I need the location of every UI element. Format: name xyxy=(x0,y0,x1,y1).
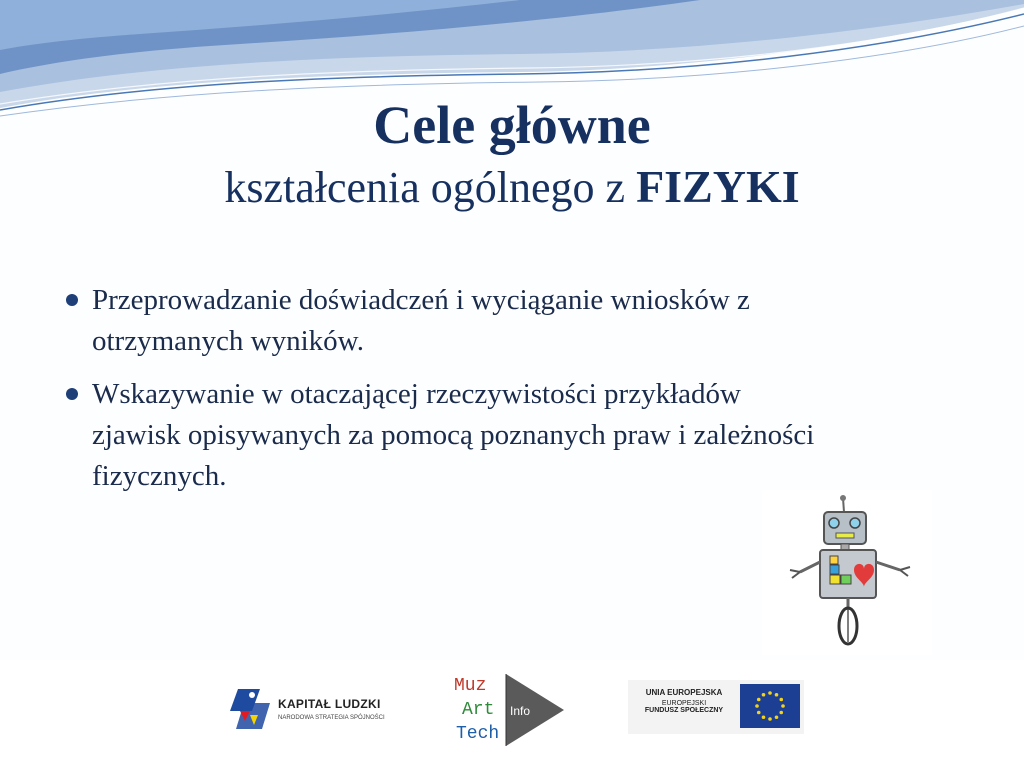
bullet-dot-icon xyxy=(66,388,78,400)
eu-line2: EUROPEJSKI xyxy=(661,700,707,707)
eu-flag-icon xyxy=(740,684,800,728)
eu-star-icon xyxy=(779,698,783,702)
logo-art: Art xyxy=(462,700,495,720)
eu-star-icon xyxy=(775,693,779,697)
subtitle-emphasis: FIZYKI xyxy=(636,161,800,212)
bullet-list xyxy=(62,280,822,509)
eu-star-icon xyxy=(757,711,761,715)
logo-info: Info xyxy=(510,704,531,718)
title-subtitle xyxy=(0,158,1024,217)
subtitle-prefix: kształcenia ogólnego z xyxy=(224,163,637,212)
eu-star-icon xyxy=(762,693,766,697)
bullet-item xyxy=(62,280,822,362)
eu-fund-logo xyxy=(628,680,804,734)
bullet-item xyxy=(62,374,822,497)
bullet-text: Przeprowadzanie doświadczeń i wyciąganie wniosków z otrzymanych wyników. xyxy=(92,284,750,357)
logo-muz: Muz xyxy=(454,676,487,696)
eu-star-icon xyxy=(781,704,785,708)
muzarttech-info-logo xyxy=(448,670,570,748)
eu-star-icon xyxy=(768,717,772,721)
eu-star-icon xyxy=(757,698,761,702)
eu-star-icon xyxy=(779,711,783,715)
title-main: Cele główne xyxy=(373,95,651,155)
bullet-dot-icon xyxy=(66,294,78,306)
eu-star-icon xyxy=(768,691,772,695)
slide-title xyxy=(0,92,1024,217)
kapital-ludzki-emblem-icon xyxy=(230,681,274,733)
kapital-ludzki-subtitle: NARODOWA STRATEGIA SPÓJNOŚCI xyxy=(278,715,385,721)
eu-line3: FUNDUSZ SPOŁECZNY xyxy=(644,707,724,714)
eu-line1: UNIA EUROPEJSKA xyxy=(645,688,723,697)
robot-illustration xyxy=(762,490,932,655)
kapital-ludzki-logo xyxy=(230,681,402,733)
eu-star-icon xyxy=(775,715,779,719)
eu-star-icon xyxy=(755,704,759,708)
kapital-ludzki-title: KAPITAŁ LUDZKI xyxy=(278,697,381,711)
eu-fund-text xyxy=(634,688,734,714)
logo-tech: Tech xyxy=(456,724,500,744)
eu-star-icon xyxy=(762,715,766,719)
bullet-text: Wskazywanie w otaczającej rzeczywistości przykładów zjawisk opisywanych za pomocą poznanych praw i zależności fizycznych. xyxy=(92,378,815,492)
